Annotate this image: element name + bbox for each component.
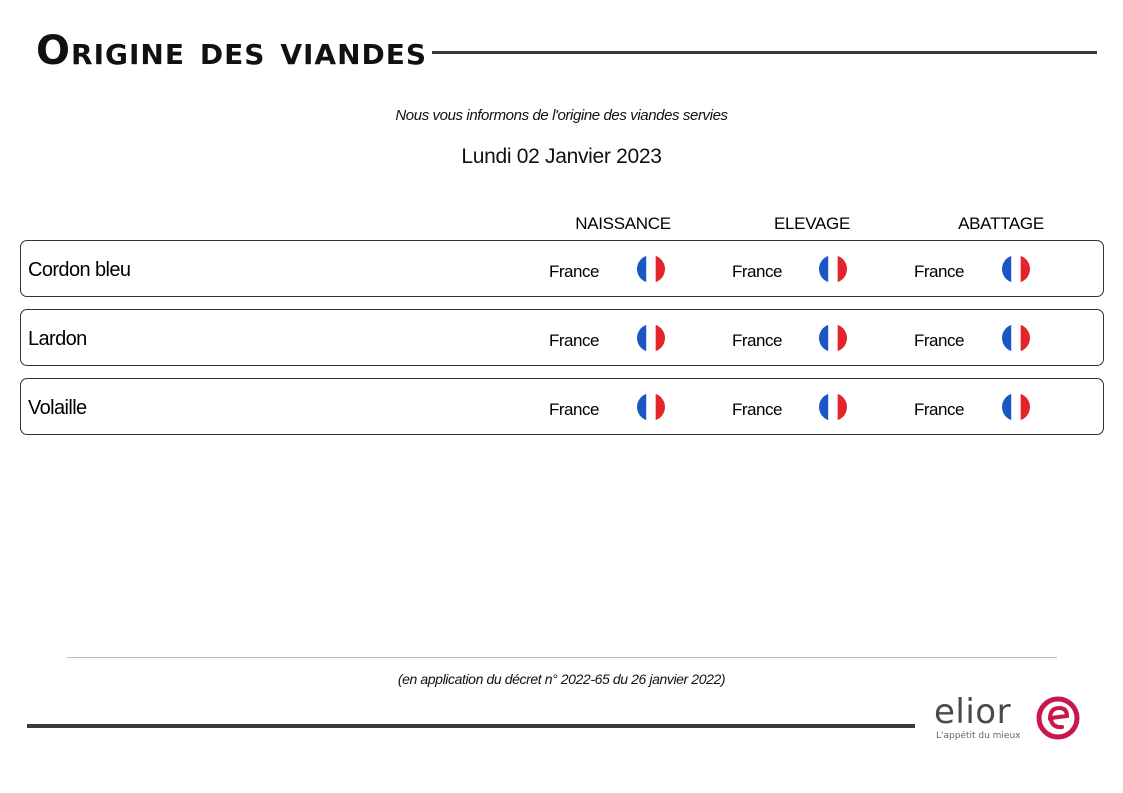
origin-abattage: France (914, 331, 964, 350)
logo-tagline: L'appétit du mieux (936, 731, 1021, 741)
page-title: Origine des viandes (36, 28, 428, 74)
menu-date: Lundi 02 Janvier 2023 (461, 145, 662, 168)
france-flag-icon (637, 324, 665, 352)
column-header-elevage: ELEVAGE (773, 214, 850, 233)
meat-row (20, 240, 1104, 297)
origin-naissance: France (549, 331, 599, 350)
france-flag-icon (637, 255, 665, 283)
bottom-rule (27, 724, 915, 728)
france-flag-icon (819, 393, 847, 421)
footer-rule (67, 657, 1057, 658)
decree-note: (en application du décret n° 2022-65 du 26 janvier 2022) (397, 671, 726, 687)
france-flag-icon (1002, 255, 1030, 283)
meat-row (20, 378, 1104, 435)
origin-naissance: France (549, 262, 599, 281)
meat-row (20, 309, 1104, 366)
subtitle: Nous vous informons de l'origine des viandes servies (395, 107, 728, 124)
origin-elevage: France (732, 262, 782, 281)
origin-abattage: France (914, 262, 964, 281)
logo-wordmark: elior (934, 692, 1012, 732)
origin-naissance: France (549, 400, 599, 419)
origin-elevage: France (732, 331, 782, 350)
logo-swirl-tail (1051, 720, 1062, 727)
france-flag-icon (819, 255, 847, 283)
france-flag-icon (1002, 324, 1030, 352)
meat-name: Cordon bleu (28, 259, 131, 281)
france-flag-icon (819, 324, 847, 352)
column-header-abattage: ABATTAGE (958, 214, 1044, 233)
origin-elevage: France (732, 400, 782, 419)
elior-logo (934, 692, 1084, 746)
title-rule (432, 51, 1097, 54)
logo-swirl (1050, 708, 1067, 719)
elior-logo-icon (1036, 696, 1080, 740)
france-flag-icon (1002, 393, 1030, 421)
origin-abattage: France (914, 400, 964, 419)
meat-name: Volaille (28, 397, 87, 419)
column-header-naissance: NAISSANCE (575, 214, 671, 233)
meat-name: Lardon (28, 328, 87, 350)
france-flag-icon (637, 393, 665, 421)
